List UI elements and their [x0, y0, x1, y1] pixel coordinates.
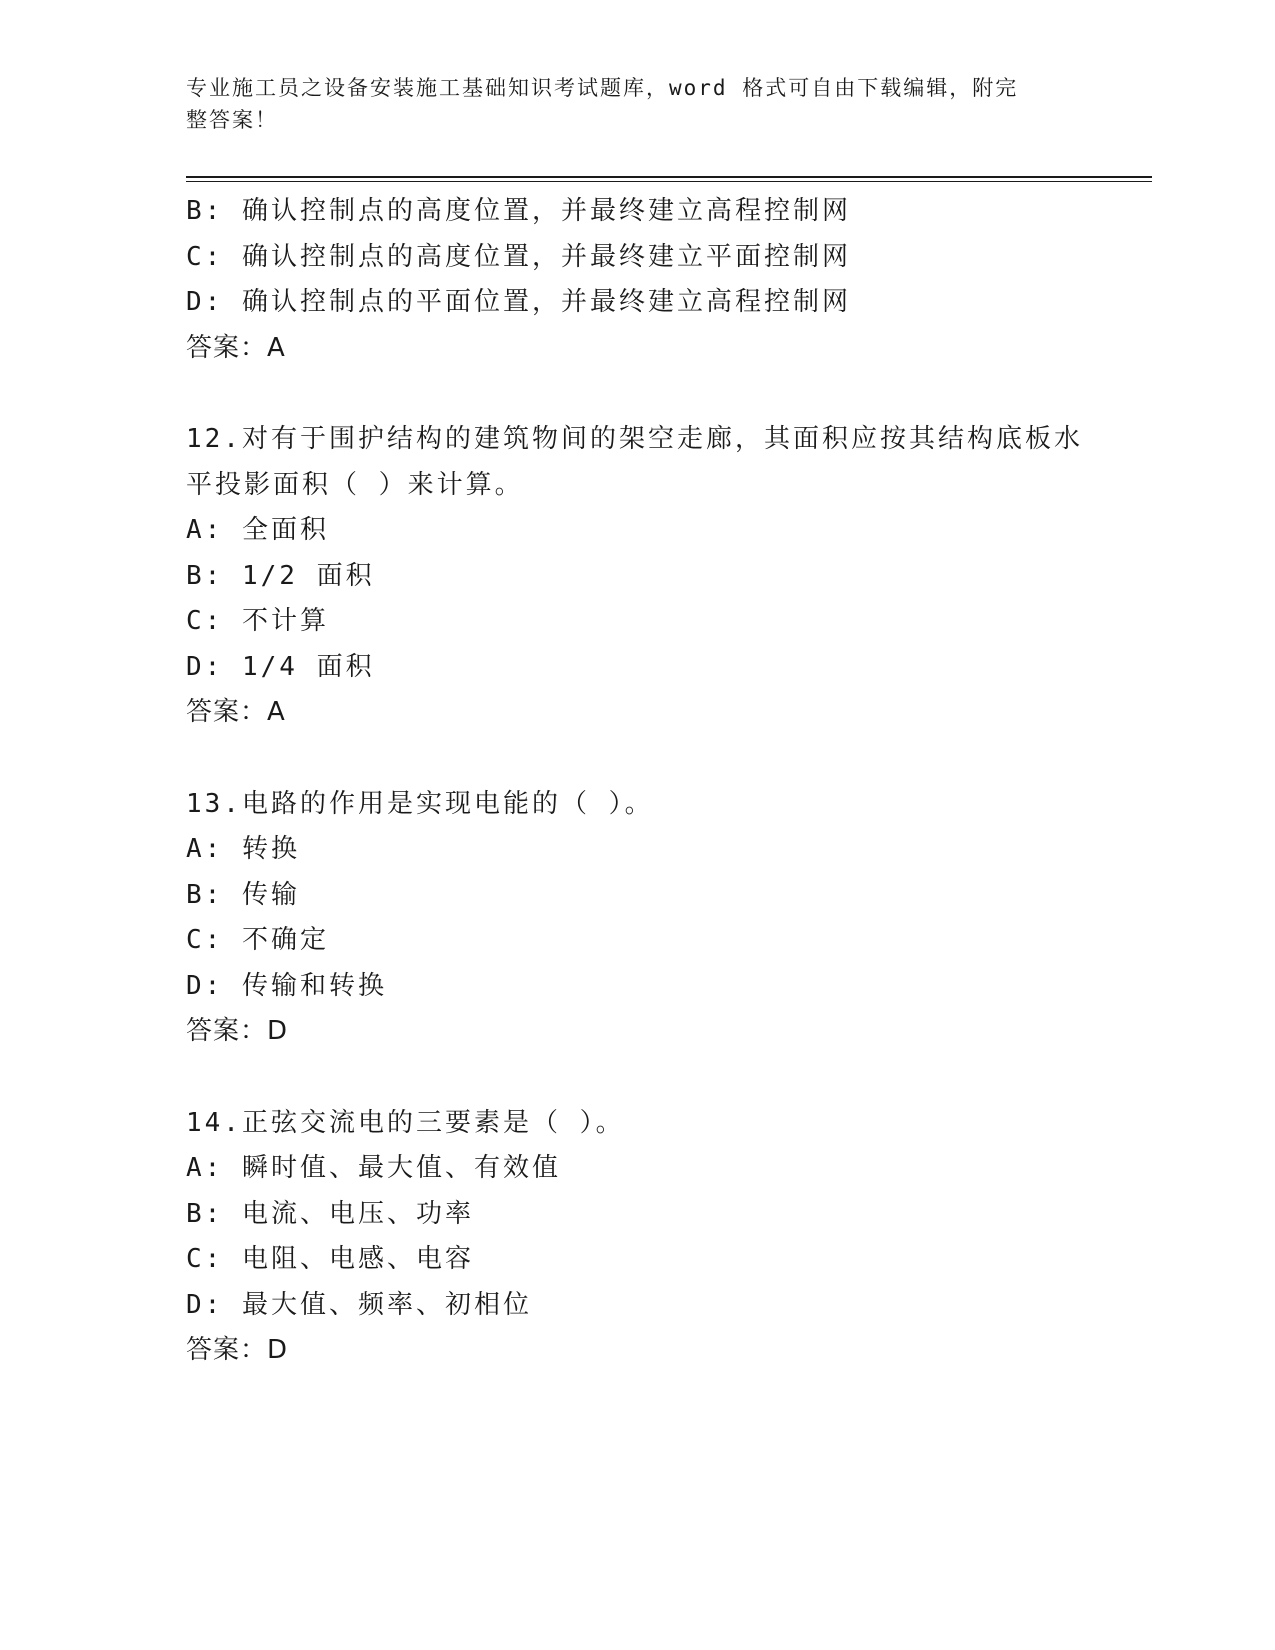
- question-stem: 14.正弦交流电的三要素是（ ）。: [186, 1107, 625, 1138]
- answer: 答案：D: [186, 1016, 289, 1046]
- option-a: A: 全面积: [186, 515, 329, 545]
- spacer: [186, 371, 1086, 417]
- question-13: [186, 782, 1086, 1055]
- question-12: [186, 417, 1086, 736]
- document-header: [186, 72, 1066, 136]
- question-11-tail: [186, 189, 1086, 371]
- option-d: D: 确认控制点的平面位置，并最终建立高程控制网: [186, 287, 851, 317]
- question-stem-continued: 平投影面积（ ）来计算。: [186, 469, 524, 500]
- question-stem: 12.对有于围护结构的建筑物间的架空走廊，其面积应按其结构底板水: [186, 424, 1083, 454]
- option-c: C: 不计算: [186, 606, 329, 636]
- header-divider-thin: [186, 181, 1152, 182]
- option-b: B: 电流、电压、功率: [186, 1198, 474, 1229]
- option-c: C: 电阻、电感、电容: [186, 1244, 474, 1274]
- header-line-1: 专业施工员之设备安装施工基础知识考试题库，word 格式可自由下载编辑，附完: [186, 76, 1019, 100]
- option-d: D: 最大值、频率、初相位: [186, 1289, 532, 1320]
- header-divider-thick: [186, 176, 1152, 178]
- spacer: [186, 1055, 1086, 1101]
- option-b: B: 确认控制点的高度位置，并最终建立高程控制网: [186, 196, 851, 226]
- question-14: [186, 1101, 1086, 1374]
- option-b: B: 1/2 面积: [186, 560, 375, 591]
- option-a: A: 转换: [186, 834, 300, 864]
- header-line-2: 整答案！: [186, 108, 278, 132]
- answer: 答案：A: [186, 697, 286, 727]
- answer: 答案：D: [186, 1335, 289, 1365]
- spacer: [186, 736, 1086, 782]
- option-a: A: 瞬时值、最大值、有效值: [186, 1153, 561, 1183]
- option-d: D: 传输和转换: [186, 970, 387, 1001]
- question-stem: 13.电路的作用是实现电能的（ ）。: [186, 788, 654, 819]
- option-d: D: 1/4 面积: [186, 651, 375, 682]
- option-c: C: 不确定: [186, 925, 329, 955]
- answer: 答案：A: [186, 332, 286, 363]
- question-list: [186, 189, 1086, 1374]
- option-b: B: 传输: [186, 879, 300, 910]
- option-c: C: 确认控制点的高度位置，并最终建立平面控制网: [186, 241, 851, 272]
